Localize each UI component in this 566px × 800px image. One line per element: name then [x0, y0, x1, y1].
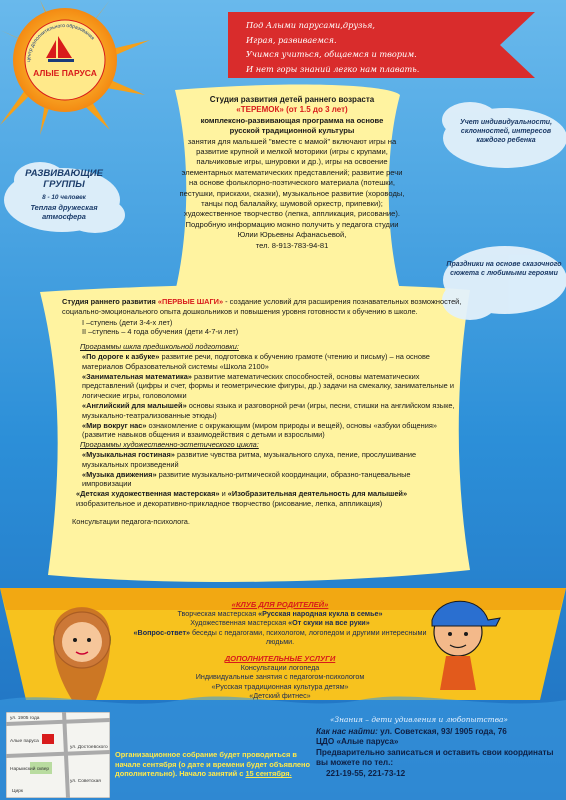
club-name: «От скуки на все руки» — [288, 618, 370, 628]
map-street2: ул. Достоевского — [70, 745, 108, 750]
address: ул. Советская, 93/ 1905 года, 76 — [377, 727, 507, 736]
shagi-section — [62, 297, 462, 527]
map-place2: Нарымский сквер — [10, 767, 50, 772]
program-join: и — [219, 489, 228, 499]
program-item — [62, 401, 462, 421]
find-label: Как нас найти: — [316, 727, 378, 736]
club-text: Художественная мастерская — [190, 618, 289, 628]
note-holidays: Праздники на основе сказочного сюжета с любимыми героями — [446, 261, 562, 277]
program-title: «Изобразительная деятельность для малышей» — [227, 489, 408, 499]
club-section — [130, 600, 430, 700]
location-map — [6, 712, 110, 798]
flag-line: Играя, развиваемся. — [246, 34, 337, 45]
map-place1: Алые паруса — [10, 739, 39, 744]
program-desc: развитие математических способностей, основы математических представлений (цифры и счет, формы и геометрические фигуры, др.) задачи на смекалку, занимательные и логические игры, головоломки — [82, 371, 454, 401]
club-text: Творческая мастерская — [177, 609, 259, 619]
map-street1: ул. 1905 года — [10, 716, 40, 721]
extra-item: Консультации логопеда — [240, 663, 320, 673]
prog-head: Программы шкла предшкольной подготовки: — [80, 342, 239, 352]
slogan: «Знания – дети удивления и любопытства» — [330, 715, 508, 724]
shagi-title: «ПЕРВЫЕ ШАГИ» — [157, 297, 224, 306]
program-item — [62, 372, 462, 401]
teremok-line4: русской традиционной культуры — [229, 126, 355, 136]
program-desc: развитие музыкально-ритмической координации, образно-танцевальные импровизации — [82, 469, 411, 489]
program-item — [62, 470, 462, 490]
address-line — [316, 727, 561, 737]
phones: 221-19-55, 221-73-12 — [326, 768, 406, 778]
extra-item: «Детский фитнес» — [249, 690, 311, 700]
program-desc: развитие речи, подготовка к обучению грамоте (чтению и письму) – на основе материалов Образовательной системы «Школа 2100» — [82, 351, 430, 371]
map-street3: ул. Советская — [70, 779, 101, 784]
teremok-phone: тел. 8-913-783-94-81 — [255, 240, 329, 250]
stage-1: I –ступень (дети 3-4-х лет) — [82, 317, 173, 327]
shagi-head-b: - создание условий для расширения познавательных возможностей, социально-эмоционального опыта дошкольников и повышения уровня готовности к обучению в школе. — [62, 297, 462, 316]
program-item — [62, 489, 462, 509]
logo — [0, 0, 135, 120]
program-title: «Занимательная математика» — [82, 371, 192, 381]
teremok-title: «ТЕРЕМОК» (от 1.5 до 3 лет) — [236, 105, 348, 115]
program-desc: развитие чувства ритма, музыкального слуха, пение, прослушивание музыкальных произведений — [82, 449, 417, 469]
contacts — [316, 727, 561, 779]
org-name: ЦДО «Алые паруса» — [316, 737, 399, 747]
flag-line: Под Алыми парусами,друзья, — [246, 20, 376, 30]
program-title: «Английский для малышей» — [82, 400, 187, 410]
program-title: «Музыкальная гостиная» — [82, 449, 175, 459]
extra-item: Индивидуальные занятия с педагогом-психологом — [195, 672, 365, 682]
teremok-contact: Подробную информацию можно получить у педагога студии Юлии Юрьевны Афанасьевой, — [185, 219, 399, 240]
extra-item: «Русская традиционная культура детям» — [211, 681, 349, 691]
meeting-text: Организационное собрание будет проводиться в начале сентября (о дате и времени будет объявлено дополнительно). Начало занятий с — [115, 750, 311, 779]
program-title: «Музыка движения» — [82, 469, 157, 479]
program-item — [62, 421, 462, 441]
meeting-note — [115, 750, 311, 779]
club-text: беседы с педагогами, психологом, логопедом и другими интересными людьми. — [189, 627, 427, 646]
groups-info — [18, 193, 110, 221]
destination-marker — [42, 734, 54, 744]
consult-note: Консультации педагога-психолога. — [72, 516, 190, 526]
club-title: «КЛУБ ДЛЯ РОДИТЕЛЕЙ» — [231, 600, 329, 609]
club-line — [130, 609, 430, 618]
program-desc: изобразительное и декоративно-прикладное творчество (рисование, лепка, аппликация) — [76, 498, 383, 508]
shagi-header — [62, 297, 462, 317]
flag-banner — [228, 12, 558, 87]
art-head: Программы художественно-эстетического цикла: — [80, 440, 259, 450]
note-individuality: Учет индивидуальности, склонностей, интересов каждого ребенка — [459, 119, 553, 144]
logo-small-text: центр дополнительного образования — [25, 22, 96, 63]
program-item — [62, 450, 462, 470]
teremok-line1: Студия развития детей раннего возраста — [209, 95, 375, 104]
club-line — [130, 628, 430, 646]
groups-title: РАЗВИВАЮЩИЕ ГРУППЫ — [25, 168, 103, 190]
shagi-head-a: Студия раннего развития — [62, 297, 158, 306]
map-place3: Цирк — [12, 789, 23, 794]
meeting-date: 15 сентября. — [245, 769, 292, 779]
program-desc: основы языка и разговорной речи (игры, песни, стишки на английском языке, музыкально-театрализованные этюды) — [82, 400, 455, 420]
club-line — [130, 618, 430, 627]
extra-title: ДОПОЛНИТЕЛЬНЫЕ УСЛУГИ — [224, 654, 336, 664]
teremok-line3: комплексно-развивающая программа на основе — [200, 115, 384, 125]
flag-line: Учимся учиться, общаемся и творим. — [246, 49, 417, 59]
club-name: «Вопрос-ответ» — [133, 627, 190, 637]
program-item — [62, 352, 462, 372]
club-name: «Русская народная кукла в семье» — [258, 609, 383, 619]
program-title: «Детская художественная мастерская» — [76, 489, 220, 499]
teremok-section — [178, 95, 406, 251]
flag-line: И нет горы знаний легко нам плавать. — [246, 63, 420, 74]
stage-2: II –ступень – 4 года обучения (дети 4-7-и лет) — [82, 327, 239, 337]
program-desc: ознакомление с окружающим (миром природы и вещей), основы «азбуки общения» (развитие навыков общения и взаимодействия с детьми и взрослыми) — [82, 420, 437, 440]
logo-name: АЛЫЕ ПАРУСА — [33, 68, 97, 78]
sailboat-icon — [46, 36, 74, 62]
groups-size: 8 - 10 человек — [42, 194, 86, 201]
registration: Предварительно записаться и оставить свои координаты вы можете по тел.: — [316, 747, 554, 768]
teremok-body: занятия для малышей "вместе с мамой" включают игры на развитие крупной и мелкой моторики (игры с крупами, пальчиковые игры, шнуровки и др.), игры на освоение элементарных математических представлений; развитие речи на основе фольклорно-поэтического материала (потешки, пестушки, прискахи, сказки), музыкальное развитие (хороводы, танцы под балалайку, шумовой оркестр, припевки); художественное творчество (лепка, аппликация, рисование). — [179, 136, 405, 219]
program-title: «По дороге к азбуке» — [82, 351, 160, 361]
program-title: «Мир вокруг нас» — [82, 420, 147, 430]
groups-atmosphere: Теплая дружеская атмосфера — [30, 203, 98, 221]
